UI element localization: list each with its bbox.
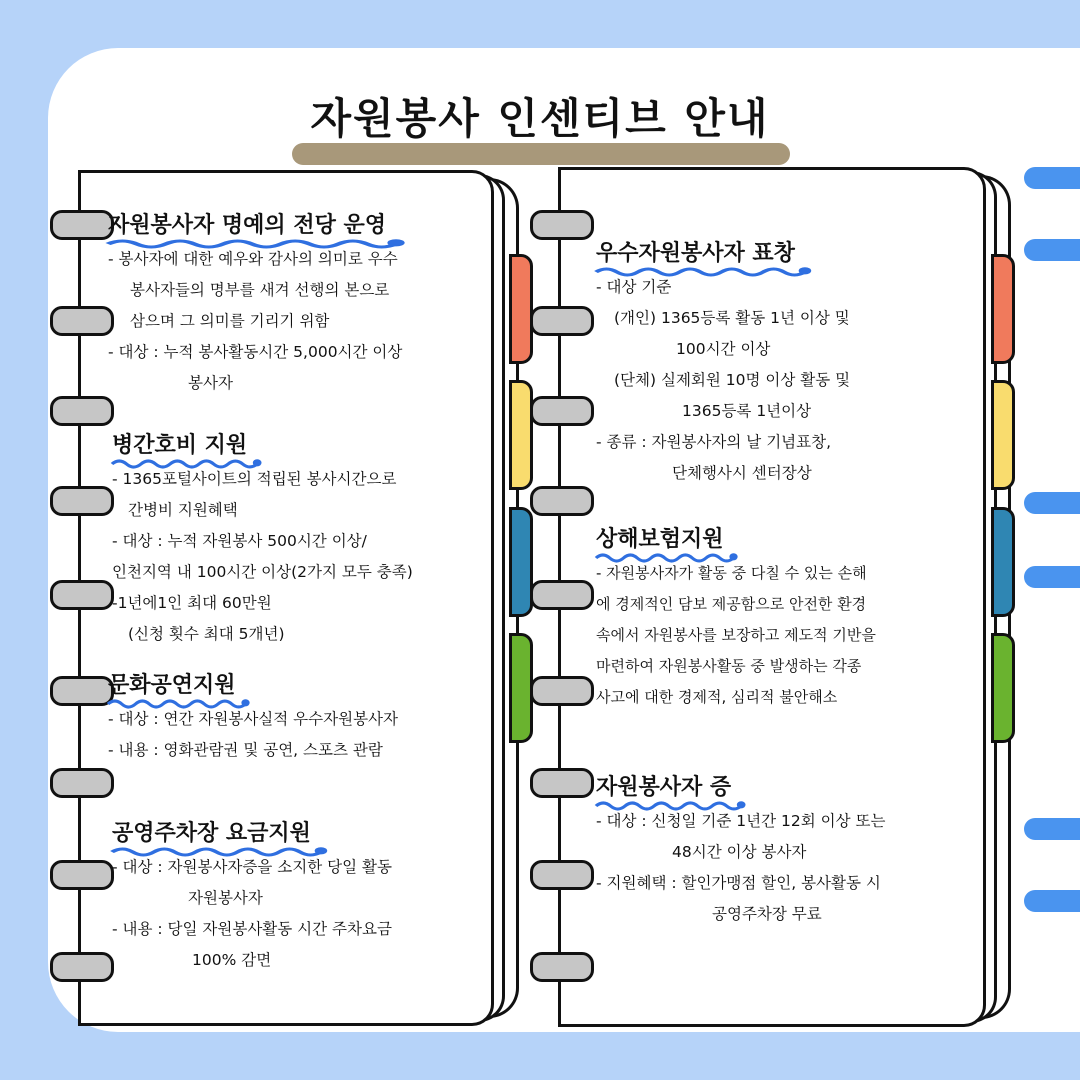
text-line: 자원봉사자 bbox=[188, 889, 263, 907]
text-line: 봉사자들의 명부를 새겨 선행의 본으로 bbox=[130, 281, 390, 299]
section-heading: 자원봉사자 증 bbox=[596, 770, 741, 806]
text-line: 1365등록 1년이상 bbox=[682, 402, 812, 420]
text-line: 삼으며 그 의미를 기리기 위함 bbox=[130, 312, 330, 330]
title-underline bbox=[292, 143, 790, 165]
section-insurance bbox=[596, 522, 994, 713]
text-line: 48시간 이상 봉사자 bbox=[672, 843, 807, 861]
section-heading: 문화공연지원 bbox=[108, 668, 246, 704]
binder-ring bbox=[530, 676, 594, 706]
decor-bar bbox=[1024, 239, 1080, 261]
section-caregiving bbox=[112, 428, 512, 650]
binder-ring bbox=[530, 580, 594, 610]
text-line: 100시간 이상 bbox=[676, 340, 771, 358]
text-line: 단체행사시 센터장상 bbox=[672, 464, 812, 482]
text-line: 100% 감면 bbox=[192, 951, 272, 969]
tab-yellow bbox=[991, 380, 1015, 490]
text-line: - 지원혜택 : 할인가맹점 할인, 봉사활동 시 bbox=[596, 874, 881, 892]
binder-ring bbox=[50, 676, 114, 706]
text-line: 에 경제적인 담보 제공함으로 안전한 환경 bbox=[596, 595, 867, 613]
tab-blue bbox=[991, 507, 1015, 617]
text-line: (단체) 실제회원 10명 이상 활동 및 bbox=[614, 371, 851, 389]
tab-yellow bbox=[509, 380, 533, 490]
text-line: - 대상 : 누적 봉사활동시간 5,000시간 이상 bbox=[108, 343, 403, 361]
section-hall-of-fame bbox=[108, 208, 508, 399]
decor-bar bbox=[1024, 167, 1080, 189]
text-line: - 대상 : 누적 자원봉사 500시간 이상/ bbox=[112, 532, 367, 550]
decor-bar bbox=[1024, 890, 1080, 912]
text-line: 마련하여 자원봉사활동 중 발생하는 각종 bbox=[596, 657, 862, 675]
text-line: -1년에1인 최대 60만원 bbox=[112, 594, 272, 612]
section-heading: 상해보험지원 bbox=[596, 522, 734, 558]
binder-ring bbox=[50, 860, 114, 890]
text-line: 간병비 지원혜택 bbox=[128, 501, 238, 519]
text-line: - 자원봉사자가 활동 중 다칠 수 있는 손해 bbox=[596, 564, 867, 582]
binder-ring bbox=[530, 210, 594, 240]
section-award bbox=[596, 236, 986, 489]
binder-ring bbox=[50, 486, 114, 516]
decor-bar bbox=[1024, 492, 1080, 514]
binder-ring bbox=[50, 580, 114, 610]
text-line: (개인) 1365등록 활동 1년 이상 및 bbox=[614, 309, 850, 327]
text-line: - 대상 : 자원봉사자증을 소지한 당일 활동 bbox=[112, 858, 392, 876]
tab-green bbox=[991, 633, 1015, 743]
text-line: - 봉사자에 대한 예우와 감사의 의미로 우수 bbox=[108, 250, 398, 268]
text-line: 공영주차장 무료 bbox=[712, 905, 822, 923]
decor-bar bbox=[1024, 818, 1080, 840]
text-line: - 대상 : 연간 자원봉사실적 우수자원봉사자 bbox=[108, 710, 398, 728]
binder-ring bbox=[530, 768, 594, 798]
text-line: (신청 횟수 최대 5개년) bbox=[128, 625, 285, 643]
binder-ring bbox=[530, 486, 594, 516]
text-line: - 1365포털사이트의 적립된 봉사시간으로 bbox=[112, 470, 397, 488]
section-heading: 공영주차장 요금지원 bbox=[112, 816, 321, 852]
tab-red bbox=[991, 254, 1015, 364]
binder-ring bbox=[50, 768, 114, 798]
text-line: 속에서 자원봉사를 보장하고 제도적 기반을 bbox=[596, 626, 876, 644]
section-volunteer-card bbox=[596, 770, 986, 930]
text-line: 사고에 대한 경제적, 심리적 불안해소 bbox=[596, 688, 838, 706]
section-heading: 병간호비 지원 bbox=[112, 428, 257, 464]
binder-ring bbox=[50, 396, 114, 426]
text-line: - 대상 : 신청일 기준 1년간 12회 이상 또는 bbox=[596, 812, 886, 830]
text-line: 봉사자 bbox=[188, 374, 233, 392]
binder-ring bbox=[50, 306, 114, 336]
binder-ring bbox=[50, 952, 114, 982]
binder-ring bbox=[530, 396, 594, 426]
page-title: 자원봉사 인센티브 안내 bbox=[310, 94, 770, 143]
text-line: 인천지역 내 100시간 이상(2가지 모두 충족) bbox=[112, 563, 413, 581]
section-parking bbox=[112, 816, 512, 976]
text-line: - 대상 기준 bbox=[596, 278, 672, 296]
text-line: - 내용 : 영화관람권 및 공연, 스포츠 관람 bbox=[108, 741, 383, 759]
section-heading: 자원봉사자 명예의 전당 운영 bbox=[108, 208, 396, 244]
tab-red bbox=[509, 254, 533, 364]
section-culture bbox=[108, 668, 508, 766]
binder-ring bbox=[530, 860, 594, 890]
decor-bar bbox=[1024, 566, 1080, 588]
section-heading: 우수자원봉사자 표창 bbox=[596, 236, 805, 272]
text-line: - 종류 : 자원봉사자의 날 기념표창, bbox=[596, 433, 832, 451]
binder-ring bbox=[50, 210, 114, 240]
text-line: - 내용 : 당일 자원봉사활동 시간 주차요금 bbox=[112, 920, 392, 938]
binder-ring bbox=[530, 952, 594, 982]
binder-ring bbox=[530, 306, 594, 336]
